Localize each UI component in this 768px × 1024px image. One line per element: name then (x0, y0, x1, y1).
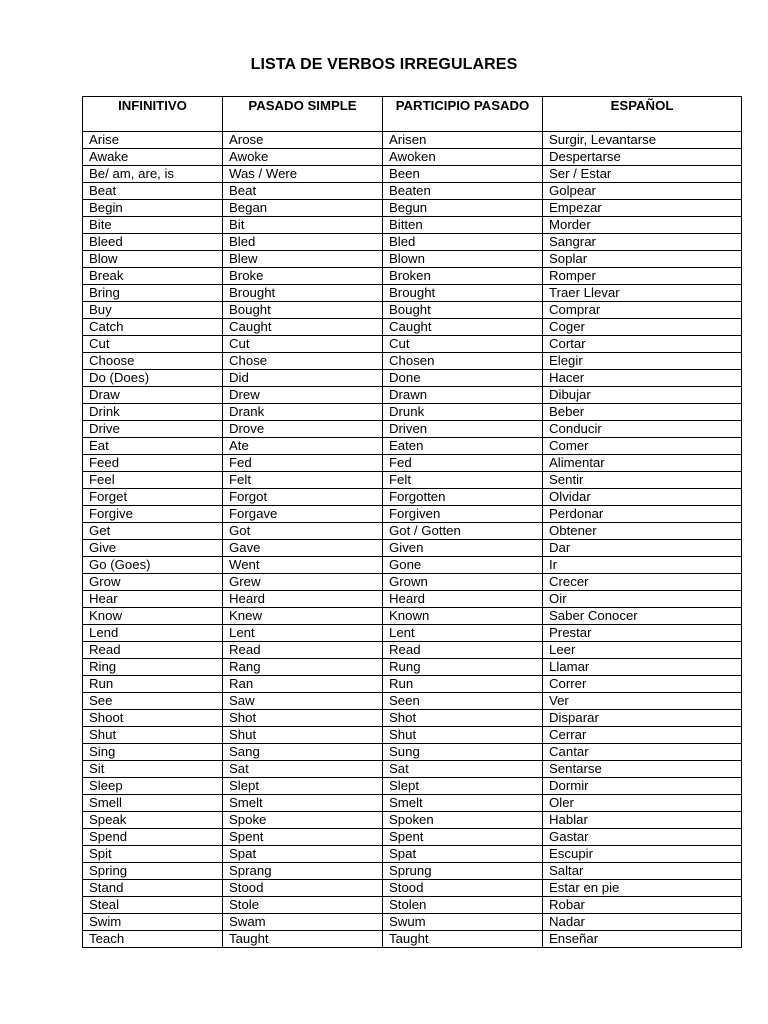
cell-infinitivo: Eat (83, 438, 223, 455)
cell-infinitivo: Shut (83, 727, 223, 744)
cell-infinitivo: Buy (83, 302, 223, 319)
cell-espanol: Prestar (543, 625, 742, 642)
cell-pasado-simple: Fed (223, 455, 383, 472)
table-row (83, 625, 742, 642)
cell-infinitivo: Read (83, 642, 223, 659)
cell-infinitivo: Choose (83, 353, 223, 370)
cell-pasado-simple: Drank (223, 404, 383, 421)
cell-espanol: Llamar (543, 659, 742, 676)
table-row (83, 200, 742, 217)
cell-espanol: Comer (543, 438, 742, 455)
cell-pasado-simple: Got (223, 523, 383, 540)
cell-infinitivo: Awake (83, 149, 223, 166)
table-row (83, 608, 742, 625)
table-row (83, 574, 742, 591)
cell-infinitivo: Forgive (83, 506, 223, 523)
table-row (83, 761, 742, 778)
cell-participio-pasado: Gone (383, 557, 543, 574)
header-pasado-simple: PASADO SIMPLE (223, 97, 383, 132)
table-row (83, 778, 742, 795)
table-row (83, 829, 742, 846)
cell-pasado-simple: Heard (223, 591, 383, 608)
cell-pasado-simple: Went (223, 557, 383, 574)
cell-participio-pasado: Driven (383, 421, 543, 438)
cell-pasado-simple: Began (223, 200, 383, 217)
cell-pasado-simple: Was / Were (223, 166, 383, 183)
table-row (83, 676, 742, 693)
table-row (83, 217, 742, 234)
table-row (83, 795, 742, 812)
table-row (83, 370, 742, 387)
cell-participio-pasado: Awoken (383, 149, 543, 166)
cell-pasado-simple: Stole (223, 897, 383, 914)
cell-infinitivo: Steal (83, 897, 223, 914)
cell-participio-pasado: Read (383, 642, 543, 659)
cell-participio-pasado: Spoken (383, 812, 543, 829)
cell-participio-pasado: Sat (383, 761, 543, 778)
table-row (83, 812, 742, 829)
table-row (83, 642, 742, 659)
cell-espanol: Ser / Estar (543, 166, 742, 183)
table-row (83, 846, 742, 863)
table-row (83, 880, 742, 897)
cell-pasado-simple: Lent (223, 625, 383, 642)
table-row (83, 268, 742, 285)
cell-infinitivo: Shoot (83, 710, 223, 727)
table-row (83, 149, 742, 166)
cell-infinitivo: Get (83, 523, 223, 540)
cell-infinitivo: Cut (83, 336, 223, 353)
table-row (83, 234, 742, 251)
table-row (83, 251, 742, 268)
table-row (83, 183, 742, 200)
cell-pasado-simple: Drew (223, 387, 383, 404)
cell-espanol: Olvidar (543, 489, 742, 506)
cell-infinitivo: Forget (83, 489, 223, 506)
table-row (83, 523, 742, 540)
cell-infinitivo: Sit (83, 761, 223, 778)
cell-espanol: Traer Llevar (543, 285, 742, 302)
cell-pasado-simple: Slept (223, 778, 383, 795)
cell-pasado-simple: Gave (223, 540, 383, 557)
cell-espanol: Obtener (543, 523, 742, 540)
cell-participio-pasado: Arisen (383, 132, 543, 149)
cell-espanol: Elegir (543, 353, 742, 370)
cell-participio-pasado: Drunk (383, 404, 543, 421)
cell-pasado-simple: Ran (223, 676, 383, 693)
table-row (83, 506, 742, 523)
cell-infinitivo: Bring (83, 285, 223, 302)
cell-infinitivo: Hear (83, 591, 223, 608)
cell-participio-pasado: Chosen (383, 353, 543, 370)
table-row (83, 693, 742, 710)
cell-espanol: Oir (543, 591, 742, 608)
table-row (83, 387, 742, 404)
cell-infinitivo: Run (83, 676, 223, 693)
cell-espanol: Alimentar (543, 455, 742, 472)
cell-pasado-simple: Spat (223, 846, 383, 863)
table-header-row (83, 97, 742, 132)
cell-espanol: Escupir (543, 846, 742, 863)
table-row (83, 455, 742, 472)
cell-participio-pasado: Spat (383, 846, 543, 863)
cell-espanol: Morder (543, 217, 742, 234)
cell-pasado-simple: Drove (223, 421, 383, 438)
cell-pasado-simple: Broke (223, 268, 383, 285)
cell-infinitivo: Know (83, 608, 223, 625)
table-row (83, 863, 742, 880)
cell-espanol: Despertarse (543, 149, 742, 166)
cell-pasado-simple: Swam (223, 914, 383, 931)
cell-participio-pasado: Eaten (383, 438, 543, 455)
table-row (83, 659, 742, 676)
cell-espanol: Dormir (543, 778, 742, 795)
table-row (83, 931, 742, 948)
cell-espanol: Soplar (543, 251, 742, 268)
table-row (83, 421, 742, 438)
cell-pasado-simple: Sat (223, 761, 383, 778)
cell-pasado-simple: Awoke (223, 149, 383, 166)
cell-participio-pasado: Sung (383, 744, 543, 761)
cell-infinitivo: Catch (83, 319, 223, 336)
cell-infinitivo: Speak (83, 812, 223, 829)
cell-espanol: Sangrar (543, 234, 742, 251)
cell-pasado-simple: Shut (223, 727, 383, 744)
header-espanol: ESPAÑOL (543, 97, 742, 132)
table-row (83, 540, 742, 557)
cell-espanol: Leer (543, 642, 742, 659)
cell-infinitivo: Feed (83, 455, 223, 472)
cell-espanol: Cerrar (543, 727, 742, 744)
cell-infinitivo: Drive (83, 421, 223, 438)
cell-infinitivo: Smell (83, 795, 223, 812)
cell-pasado-simple: Spoke (223, 812, 383, 829)
cell-pasado-simple: Shot (223, 710, 383, 727)
cell-infinitivo: Swim (83, 914, 223, 931)
cell-espanol: Correr (543, 676, 742, 693)
cell-participio-pasado: Beaten (383, 183, 543, 200)
cell-espanol: Disparar (543, 710, 742, 727)
cell-pasado-simple: Arose (223, 132, 383, 149)
cell-participio-pasado: Fed (383, 455, 543, 472)
cell-infinitivo: Sleep (83, 778, 223, 795)
cell-pasado-simple: Beat (223, 183, 383, 200)
cell-infinitivo: Grow (83, 574, 223, 591)
cell-pasado-simple: Bled (223, 234, 383, 251)
cell-participio-pasado: Swum (383, 914, 543, 931)
cell-pasado-simple: Caught (223, 319, 383, 336)
cell-pasado-simple: Blew (223, 251, 383, 268)
table-row (83, 285, 742, 302)
cell-infinitivo: See (83, 693, 223, 710)
cell-pasado-simple: Spent (223, 829, 383, 846)
cell-infinitivo: Beat (83, 183, 223, 200)
cell-infinitivo: Break (83, 268, 223, 285)
cell-pasado-simple: Sang (223, 744, 383, 761)
cell-participio-pasado: Lent (383, 625, 543, 642)
cell-infinitivo: Sing (83, 744, 223, 761)
cell-pasado-simple: Grew (223, 574, 383, 591)
cell-participio-pasado: Been (383, 166, 543, 183)
header-infinitivo: INFINITIVO (83, 97, 223, 132)
table-row (83, 744, 742, 761)
cell-participio-pasado: Shot (383, 710, 543, 727)
cell-participio-pasado: Run (383, 676, 543, 693)
cell-espanol: Surgir, Levantarse (543, 132, 742, 149)
table-row (83, 897, 742, 914)
table-row (83, 472, 742, 489)
cell-espanol: Saber Conocer (543, 608, 742, 625)
cell-participio-pasado: Taught (383, 931, 543, 948)
cell-espanol: Cantar (543, 744, 742, 761)
table-row (83, 353, 742, 370)
cell-infinitivo: Begin (83, 200, 223, 217)
cell-infinitivo: Spring (83, 863, 223, 880)
cell-espanol: Comprar (543, 302, 742, 319)
cell-participio-pasado: Brought (383, 285, 543, 302)
cell-pasado-simple: Cut (223, 336, 383, 353)
cell-participio-pasado: Heard (383, 591, 543, 608)
cell-infinitivo: Go (Goes) (83, 557, 223, 574)
cell-participio-pasado: Drawn (383, 387, 543, 404)
cell-participio-pasado: Grown (383, 574, 543, 591)
table-row (83, 336, 742, 353)
cell-participio-pasado: Cut (383, 336, 543, 353)
cell-pasado-simple: Rang (223, 659, 383, 676)
cell-participio-pasado: Begun (383, 200, 543, 217)
cell-participio-pasado: Stolen (383, 897, 543, 914)
cell-infinitivo: Lend (83, 625, 223, 642)
cell-infinitivo: Feel (83, 472, 223, 489)
cell-infinitivo: Arise (83, 132, 223, 149)
cell-pasado-simple: Bit (223, 217, 383, 234)
cell-espanol: Perdonar (543, 506, 742, 523)
cell-participio-pasado: Rung (383, 659, 543, 676)
cell-espanol: Sentarse (543, 761, 742, 778)
cell-espanol: Saltar (543, 863, 742, 880)
cell-espanol: Enseñar (543, 931, 742, 948)
header-participio-pasado: PARTICIPIO PASADO (383, 97, 543, 132)
cell-participio-pasado: Seen (383, 693, 543, 710)
table-row (83, 557, 742, 574)
table-row (83, 438, 742, 455)
verbs-table (82, 96, 742, 948)
cell-participio-pasado: Spent (383, 829, 543, 846)
cell-espanol: Conducir (543, 421, 742, 438)
table-row (83, 710, 742, 727)
cell-espanol: Nadar (543, 914, 742, 931)
cell-espanol: Dar (543, 540, 742, 557)
cell-pasado-simple: Stood (223, 880, 383, 897)
cell-participio-pasado: Sprung (383, 863, 543, 880)
cell-pasado-simple: Brought (223, 285, 383, 302)
cell-espanol: Ir (543, 557, 742, 574)
table-row (83, 132, 742, 149)
cell-infinitivo: Stand (83, 880, 223, 897)
cell-pasado-simple: Chose (223, 353, 383, 370)
table-row (83, 914, 742, 931)
cell-participio-pasado: Shut (383, 727, 543, 744)
cell-infinitivo: Bleed (83, 234, 223, 251)
cell-espanol: Crecer (543, 574, 742, 591)
cell-infinitivo: Do (Does) (83, 370, 223, 387)
cell-pasado-simple: Read (223, 642, 383, 659)
cell-participio-pasado: Forgiven (383, 506, 543, 523)
cell-pasado-simple: Saw (223, 693, 383, 710)
cell-espanol: Robar (543, 897, 742, 914)
cell-pasado-simple: Knew (223, 608, 383, 625)
cell-infinitivo: Give (83, 540, 223, 557)
cell-espanol: Cortar (543, 336, 742, 353)
cell-participio-pasado: Known (383, 608, 543, 625)
document-title: LISTA DE VERBOS IRREGULARES (250, 56, 518, 73)
cell-pasado-simple: Sprang (223, 863, 383, 880)
cell-pasado-simple: Forgave (223, 506, 383, 523)
cell-participio-pasado: Stood (383, 880, 543, 897)
cell-participio-pasado: Bitten (383, 217, 543, 234)
cell-participio-pasado: Broken (383, 268, 543, 285)
cell-infinitivo: Spend (83, 829, 223, 846)
cell-pasado-simple: Taught (223, 931, 383, 948)
cell-infinitivo: Teach (83, 931, 223, 948)
cell-infinitivo: Spit (83, 846, 223, 863)
cell-espanol: Dibujar (543, 387, 742, 404)
cell-pasado-simple: Did (223, 370, 383, 387)
cell-pasado-simple: Smelt (223, 795, 383, 812)
cell-espanol: Romper (543, 268, 742, 285)
cell-pasado-simple: Ate (223, 438, 383, 455)
cell-pasado-simple: Forgot (223, 489, 383, 506)
cell-participio-pasado: Bled (383, 234, 543, 251)
table-row (83, 166, 742, 183)
cell-espanol: Beber (543, 404, 742, 421)
cell-participio-pasado: Got / Gotten (383, 523, 543, 540)
cell-participio-pasado: Felt (383, 472, 543, 489)
table-row (83, 727, 742, 744)
cell-espanol: Hablar (543, 812, 742, 829)
table-row (83, 489, 742, 506)
cell-espanol: Gastar (543, 829, 742, 846)
table-body (83, 132, 742, 948)
cell-pasado-simple: Bought (223, 302, 383, 319)
cell-infinitivo: Drink (83, 404, 223, 421)
cell-espanol: Sentir (543, 472, 742, 489)
table-row (83, 302, 742, 319)
cell-espanol: Coger (543, 319, 742, 336)
cell-infinitivo: Draw (83, 387, 223, 404)
cell-infinitivo: Bite (83, 217, 223, 234)
table-row (83, 319, 742, 336)
cell-participio-pasado: Blown (383, 251, 543, 268)
table-row (83, 404, 742, 421)
cell-participio-pasado: Caught (383, 319, 543, 336)
cell-participio-pasado: Given (383, 540, 543, 557)
cell-espanol: Ver (543, 693, 742, 710)
cell-espanol: Oler (543, 795, 742, 812)
cell-infinitivo: Ring (83, 659, 223, 676)
cell-participio-pasado: Smelt (383, 795, 543, 812)
cell-participio-pasado: Slept (383, 778, 543, 795)
cell-participio-pasado: Forgotten (383, 489, 543, 506)
cell-participio-pasado: Done (383, 370, 543, 387)
cell-espanol: Empezar (543, 200, 742, 217)
cell-espanol: Hacer (543, 370, 742, 387)
cell-pasado-simple: Felt (223, 472, 383, 489)
cell-espanol: Golpear (543, 183, 742, 200)
cell-espanol: Estar en pie (543, 880, 742, 897)
table-row (83, 591, 742, 608)
cell-infinitivo: Blow (83, 251, 223, 268)
cell-infinitivo: Be/ am, are, is (83, 166, 223, 183)
cell-participio-pasado: Bought (383, 302, 543, 319)
